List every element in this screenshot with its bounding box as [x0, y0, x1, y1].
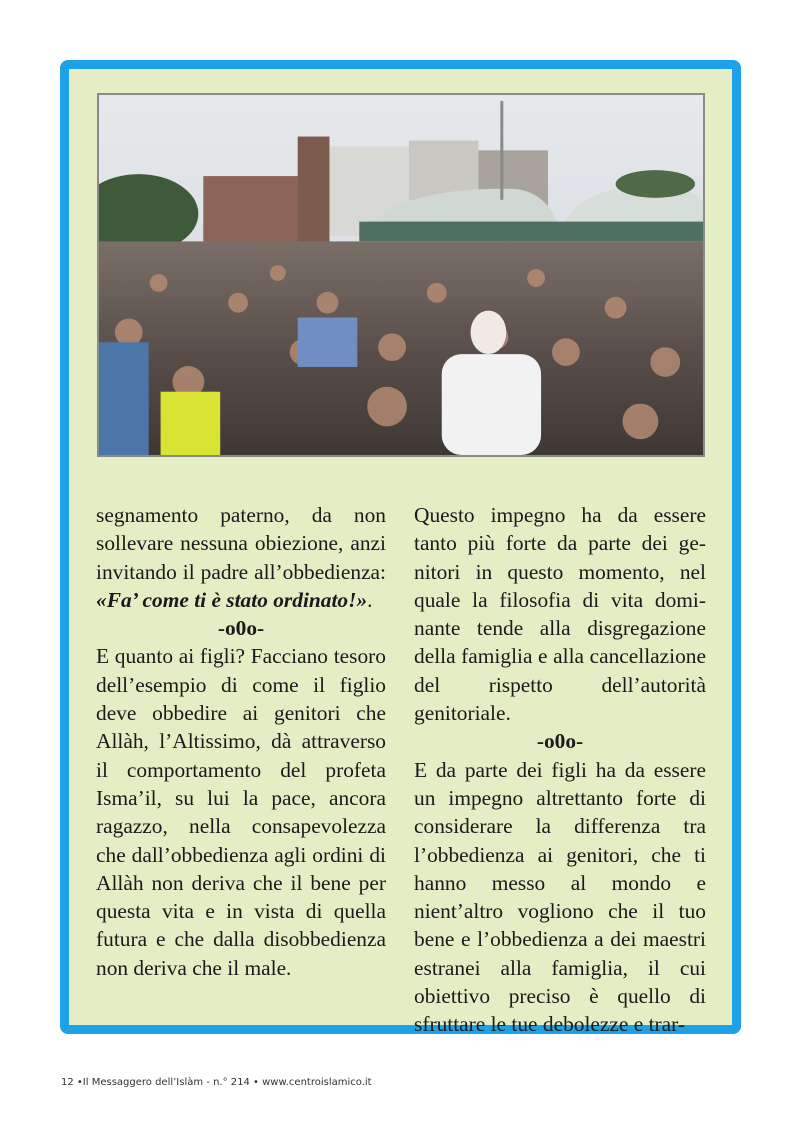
paragraph-text: segnamento paterno, da non sollevare nessuna obiezione, anzi invitando il padre all’obbedienza: [96, 503, 386, 584]
page-frame [60, 60, 741, 1037]
crowd-photo [97, 93, 705, 457]
paragraph: Questo impegno ha da essere tanto più forte da parte dei genitori in questo momento, nel quale la filosofia di vita dominante tende alla disgregazione della famiglia e alla cancellazione del rispetto dell’autorità genitoriale. [414, 503, 706, 726]
paragraph [96, 501, 386, 614]
page-footer: 12 •Il Messaggero dell’Islàm - n.° 214 • www.centroislamico.it [61, 1077, 372, 1088]
content-panel [69, 69, 732, 1037]
section-separator: -o0o- [536, 729, 584, 754]
paragraph: E quanto ai figli? Facciano tesoro dell’esempio di come il figlio deve obbedire ai genitori che Allàh, l’Altissimo, dà attraverso il comportamento del profeta Isma’il, su lui la pace, ancora ragazzo, nella consapevolezza che dall’obbedienza agli ordini di Allàh non deriva che il bene per questa vita e in vista di quella futura e che dalla disobbedienza non deriva che il male. [96, 644, 386, 980]
section-separator: -o0o- [217, 616, 265, 641]
quote-text: «Fa’ come ti è stato ordinato!» [96, 587, 368, 612]
paragraph-text: . [367, 587, 373, 612]
text-column-right [414, 501, 706, 1039]
paragraph: E da parte dei figli ha da essere un impegno altrettanto forte di considerare la differenza tra l’obbedienza ai genitori, che ti hanno messo al mondo e nient’altro vogliono che il tuo bene e l’obbedienza a dei maestri estranei alla famiglia, il cui obiettivo preciso è quello di sfruttare le tue debolezze e trar- [414, 757, 706, 1037]
text-column-left [96, 501, 386, 982]
crowd-photo-illustration [99, 95, 703, 455]
